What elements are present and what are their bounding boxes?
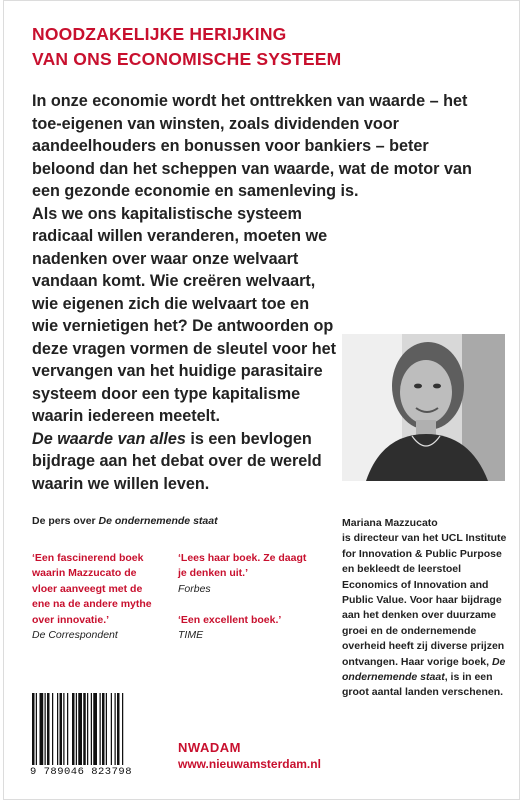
quote-source: TIME	[178, 629, 204, 642]
quote-forbes	[178, 551, 313, 597]
author-photo	[342, 334, 505, 481]
press-label-prefix: De pers over	[32, 515, 99, 527]
publisher-logo: NWADAM	[178, 740, 241, 755]
back-cover-heading	[32, 22, 472, 72]
author-bio	[342, 516, 512, 701]
author-name: Mariana Mazzucato	[342, 517, 438, 529]
barcode	[30, 693, 154, 765]
quote-text: ‘Een fascinerend boek waarin Mazzucato de vloer aanveegt met de ene na de andere mythe over innovatie.’	[32, 552, 152, 626]
bio-text: is directeur van het UCL Institute for Innovation & Public Purpose en bekleedt de leerstoel Economics of Innovation and Public Value. Voor haar bijdrage aan het denken over duurzame groei en de ondernemende overheid heeft zij diverse prijzen ontvangen. Haar vorige boek,	[342, 532, 507, 668]
blurb-paragraph-2: Als we ons kapitalistische systeem radicaal willen veranderen, moeten we nadenken over waar onze welvaart vandaan komt. Wie creëren welvaart, wie eigenen zich die welvaart toe en wie vernietigen het? De antwoorden op deze vragen vormen de sleutel voor het vervangen van het huidige parasitaire systeem door een type kapitalisme waarin iedereen meetelt.	[32, 204, 337, 425]
quote-text: ‘Een excellent boek.’	[178, 614, 282, 626]
publisher-url: www.nieuwamsterdam.nl	[178, 757, 321, 771]
bio-text-end: , is in een groot aantal landen verschenen.	[342, 671, 504, 699]
quote-source: Forbes	[178, 582, 211, 595]
isbn-number: 9 789046 823798	[30, 766, 133, 778]
heading-line-1: NOODZAKELIJKE HERIJKING	[32, 24, 287, 44]
press-label	[32, 515, 218, 527]
blurb-paragraph-1: In onze economie wordt het onttrekken van waarde – het toe-eigenen van winsten, zoals dividenden voor aandeelhouders en bonussen voor bankiers – beter beloond dan het scheppen van waarde, wat de motor van een gezonde economie en samenleving is.	[32, 92, 472, 200]
quote-text: ‘Lees haar boek. Ze daagt je denken uit.’	[178, 552, 307, 580]
quote-source: De Correspondent	[32, 629, 118, 642]
blurb-paragraph-3-rest: is een bevlogen bijdrage aan het debat over de wereld waarin we willen leven.	[32, 429, 322, 493]
quote-correspondent	[32, 551, 162, 643]
blurb-paragraph-3	[32, 428, 332, 496]
bio-book-title: De ondernemende staat	[342, 655, 506, 684]
heading-line-2: VAN ONS ECONOMISCHE SYSTEEM	[32, 49, 342, 69]
quote-time	[178, 613, 313, 644]
press-label-book: De ondernemende staat	[98, 515, 218, 527]
book-title: De waarde van alles	[32, 429, 186, 448]
